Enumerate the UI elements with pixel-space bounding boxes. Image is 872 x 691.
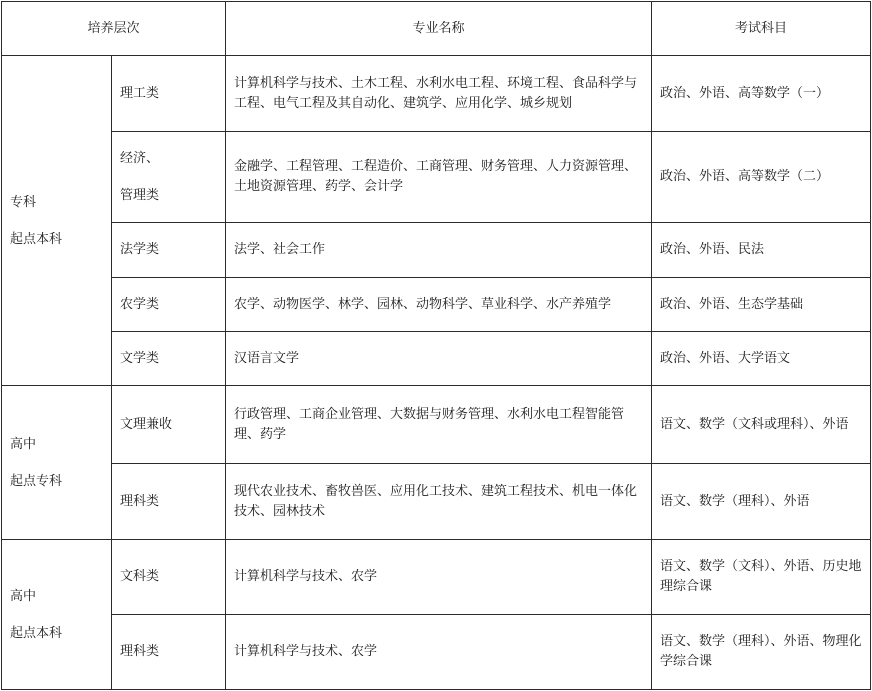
table-row [2,386,871,464]
level-line: 起点本科 [10,625,63,641]
subjects-cell: 政治、外语、高等数学（一） [652,56,871,132]
subjects-cell: 语文、数学（理科）、外语 [652,464,871,540]
category-cell [112,223,226,278]
majors-cell: 计算机科学与技术、土木工程、水利水电工程、环境工程、食品科学与工程、电气工程及其自动化、建筑学、应用化学、城乡规划 [226,56,652,132]
category-line: 法学类 [120,242,160,257]
category-line: 文理兼收 [120,416,173,432]
category-cell [112,132,226,223]
category-line: 管理类 [120,188,160,203]
category-line: 理科类 [120,644,160,659]
table-row [2,223,871,278]
category-cell [112,464,226,540]
subjects-cell: 语文、数学（理科）、外语、物理化学综合课 [652,615,871,690]
level-cell [2,56,112,386]
table-row [2,56,871,132]
header-subjects: 考试科目 [652,2,871,56]
level-line: 起点本科 [10,231,63,247]
table-row [2,278,871,332]
majors-cell: 计算机科学与技术、农学 [226,615,652,690]
subjects-cell: 语文、数学（文科或理科）、外语 [652,386,871,464]
category-cell [112,615,226,690]
subjects-cell: 语文、数学（文科）、外语、历史地理综合课 [652,540,871,615]
table-header-row [2,2,871,56]
subjects-cell: 政治、外语、生态学基础 [652,278,871,332]
level-line: 高中 [10,436,37,452]
majors-cell: 金融学、工程管理、工程造价、工商管理、财务管理、人力资源管理、土地资源管理、药学、会计学 [226,132,652,223]
category-line: 文学类 [120,350,160,366]
majors-cell: 行政管理、工商企业管理、大数据与财务管理、水利水电工程智能管理、药学 [226,386,652,464]
majors-cell: 现代农业技术、畜牧兽医、应用化工技术、建筑工程技术、机电一体化技术、园林技术 [226,464,652,540]
level-line: 起点专科 [10,473,63,489]
majors-cell: 汉语言文学 [226,332,652,386]
subjects-cell: 政治、外语、大学语文 [652,332,871,386]
exam-subjects-table [1,1,871,690]
category-line: 文科类 [120,569,160,584]
level-line: 专科 [10,194,37,210]
header-major: 专业名称 [226,2,652,56]
category-cell [112,540,226,615]
subjects-cell: 政治、外语、高等数学（二） [652,132,871,223]
header-level: 培养层次 [2,2,226,56]
level-cell [2,386,112,540]
table-row [2,615,871,690]
majors-cell: 计算机科学与技术、农学 [226,540,652,615]
category-cell [112,278,226,332]
level-cell [2,540,112,690]
majors-cell: 法学、社会工作 [226,223,652,278]
table-row [2,540,871,615]
level-line: 高中 [10,588,37,604]
table-row [2,132,871,223]
table-row [2,332,871,386]
category-cell [112,332,226,386]
category-line: 经济、 [120,151,160,166]
table-row [2,464,871,540]
category-line: 农学类 [120,296,160,312]
category-cell [112,386,226,464]
subjects-cell: 政治、外语、民法 [652,223,871,278]
category-line: 理科类 [120,493,160,509]
majors-cell: 农学、动物医学、林学、园林、动物科学、草业科学、水产养殖学 [226,278,652,332]
category-line: 理工类 [120,85,160,101]
category-cell [112,56,226,132]
